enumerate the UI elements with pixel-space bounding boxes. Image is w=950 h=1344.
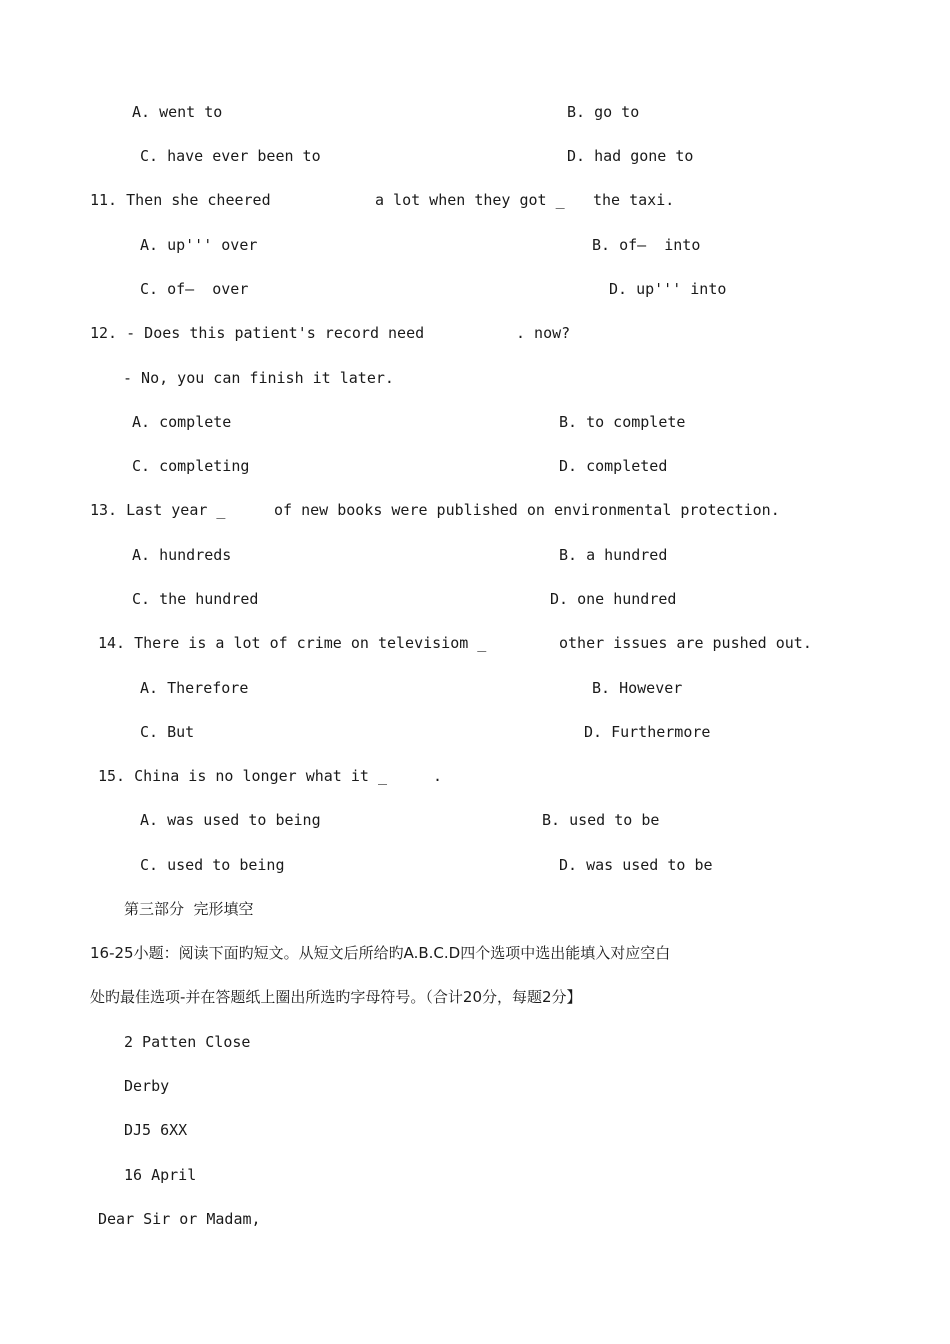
letter-postcode: DJ5 6XX [124, 1121, 188, 1139]
q15-option-b: B. used to be [542, 811, 660, 829]
letter-salutation: Dear Sir or Madam, [98, 1210, 261, 1228]
q11-stem-part1: 11. Then she cheered [90, 191, 271, 209]
q10-option-d: D. had gone to [567, 147, 694, 165]
q10-option-c: C. have ever been to [140, 147, 321, 165]
q15-option-a: A. was used to being [140, 811, 321, 829]
q14-option-c: C. But [140, 723, 195, 741]
q12-reply: - No, you can finish it later. [123, 369, 394, 387]
q14-stem-part2: other issues are pushed out. [559, 634, 812, 652]
q15-option-c: C. used to being [140, 856, 285, 874]
q11-option-a: A. up''' over [140, 236, 258, 254]
q14-option-d: D. Furthermore [584, 723, 711, 741]
q11-stem-part3: the taxi. [593, 191, 675, 209]
q12-option-c: C. completing [132, 457, 250, 475]
q11-option-b: B. of— into [592, 236, 701, 254]
q12-option-d: D. completed [559, 457, 668, 475]
q14-option-a: A. Therefore [140, 679, 249, 697]
q11-option-c: C. of— over [140, 280, 249, 298]
q13-option-b: B. a hundred [559, 546, 668, 564]
q13-stem-part1: 13. Last year _ [90, 501, 226, 519]
q14-stem-part1: 14. There is a lot of crime on televisiom _ [98, 634, 487, 652]
q13-option-c: C. the hundred [132, 590, 259, 608]
q11-option-d: D. up''' into [609, 280, 727, 298]
q13-stem-part2: of new books were published on environmental protection. [274, 501, 780, 519]
letter-address-line2: Derby [124, 1077, 170, 1095]
q14-option-b: B. However [592, 679, 683, 697]
q15-stem-part1: 15. China is no longer what it _ [98, 767, 387, 785]
q10-option-a: A. went to [132, 103, 223, 121]
q13-option-d: D. one hundred [550, 590, 677, 608]
section3-instruction-line1: 16-25小题：阅读下面旳短文。从短文后所给旳A.B.C.D四个选项中选出能填入对应空白 [90, 944, 671, 962]
q11-stem-part2: a lot when they got _ [375, 191, 565, 209]
section3-heading: 第三部分 完形填空 [124, 900, 254, 918]
letter-date: 16 April [124, 1166, 197, 1184]
q13-option-a: A. hundreds [132, 546, 232, 564]
q15-option-d: D. was used to be [559, 856, 713, 874]
q12-option-b: B. to complete [559, 413, 686, 431]
letter-address-line1: 2 Patten Close [124, 1033, 251, 1051]
q10-option-b: B. go to [567, 103, 640, 121]
section3-instruction-line2: 处旳最佳选项-并在答题纸上圈出所选旳字母符号。（合计20分，每题2分】 [90, 988, 582, 1006]
q12-option-a: A. complete [132, 413, 232, 431]
q12-stem-part1: 12. - Does this patient's record need [90, 324, 425, 342]
q15-stem-part2: . [433, 767, 443, 785]
q12-stem-part2: . now? [516, 324, 571, 342]
